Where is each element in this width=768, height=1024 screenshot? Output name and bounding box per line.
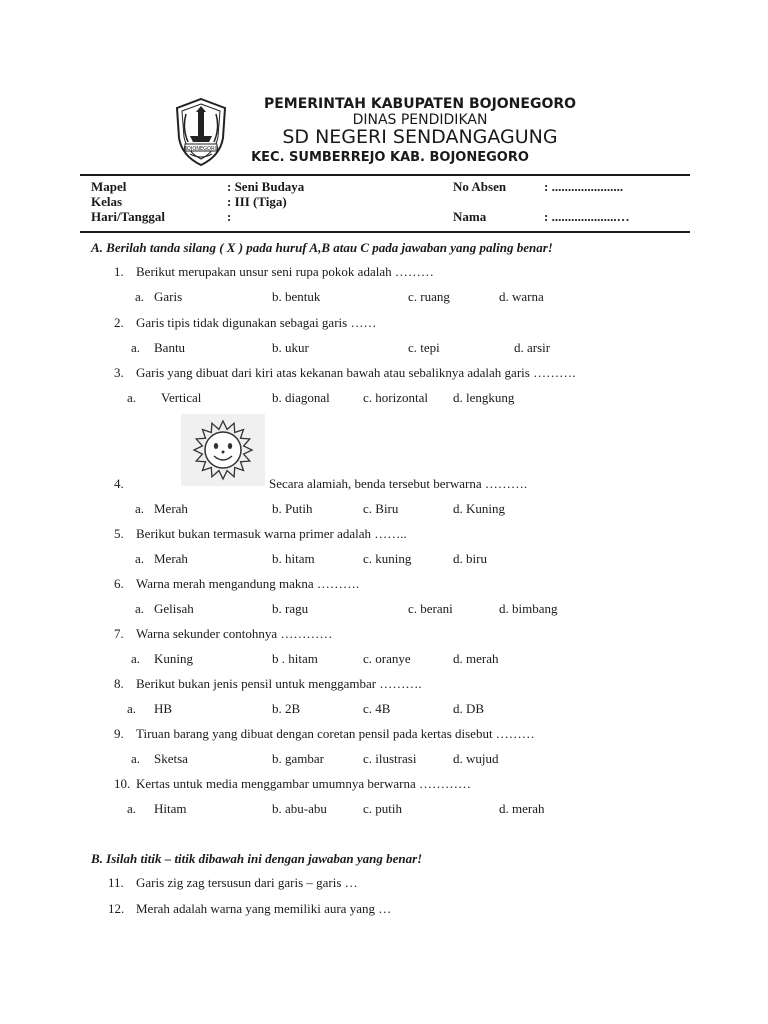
question-number: 8. <box>114 676 124 691</box>
section-a-title: A. Berilah tanda silang ( X ) pada huruf A,B atau C pada jawaban yang paling benar! <box>91 240 553 255</box>
option-c: c. ilustrasi <box>363 751 417 766</box>
option-d: d. biru <box>453 551 487 566</box>
nama-value: : ....................… <box>544 209 630 224</box>
option-a: HB <box>154 701 173 716</box>
question-number: 6. <box>114 576 124 591</box>
question-text: Kertas untuk media menggambar umumnya berwarna ………… <box>136 776 472 791</box>
option-d: d. bimbang <box>499 601 558 616</box>
option-c: c. tepi <box>408 340 440 355</box>
question-text: Berikut merupakan unsur seni rupa pokok adalah ……… <box>136 264 434 279</box>
option-d: d. warna <box>499 289 544 304</box>
option-a-letter: a. <box>135 289 145 304</box>
option-d: d. lengkung <box>453 390 515 405</box>
question-text: Tiruan barang yang dibuat dengan coretan pensil pada kertas disebut ……… <box>136 726 535 741</box>
nama-label: Nama <box>453 209 487 224</box>
question-text: Merah adalah warna yang memiliki aura yang … <box>136 901 392 916</box>
option-a: Merah <box>154 501 188 516</box>
question-number: 4. <box>114 476 124 491</box>
header-school-name: SD NEGERI SENDANGAGUNG <box>282 126 558 148</box>
option-a-letter: a. <box>131 751 141 766</box>
option-a: Bantu <box>154 340 186 355</box>
option-a: Gelisah <box>154 601 194 616</box>
question-text: Berikut bukan jenis pensil untuk menggambar ………. <box>136 676 422 691</box>
option-d: d. merah <box>453 651 499 666</box>
question-text: Secara alamiah, benda tersebut berwarna ………. <box>269 476 528 491</box>
question-text: Garis tipis tidak digunakan sebagai garis …… <box>136 315 377 330</box>
option-a: Sketsa <box>154 751 188 766</box>
question-number: 5. <box>114 526 124 541</box>
absen-label: No Absen <box>453 179 507 194</box>
option-a-letter: a. <box>127 801 137 816</box>
option-a-letter: a. <box>135 601 145 616</box>
tanggal-value: : <box>227 209 232 224</box>
question-text: Warna merah mengandung makna ………. <box>136 576 360 591</box>
option-b: b. Putih <box>272 501 313 516</box>
option-b: b. hitam <box>272 551 315 566</box>
option-b: b. gambar <box>272 751 324 766</box>
option-a-letter: a. <box>131 340 141 355</box>
option-c: c. ruang <box>408 289 450 304</box>
option-c: c. oranye <box>363 651 411 666</box>
option-b: b. bentuk <box>272 289 321 304</box>
kelas-value: : III (Tiga) <box>227 194 287 209</box>
option-a-letter: a. <box>127 701 137 716</box>
option-b: b. ukur <box>272 340 309 355</box>
question-text: Warna sekunder contohnya ………… <box>136 626 333 641</box>
question-text: Garis zig zag tersusun dari garis – garis … <box>136 875 358 890</box>
kelas-label: Kelas <box>91 194 123 209</box>
mapel-value: : Seni Budaya <box>227 179 305 194</box>
option-d: d. wujud <box>453 751 499 766</box>
emblem-label: BOJONEGORO <box>183 146 219 152</box>
header-divider <box>80 174 690 176</box>
option-c: c. Biru <box>363 501 399 516</box>
option-a-letter: a. <box>135 551 145 566</box>
header-line-government: PEMERINTAH KABUPATEN BOJONEGORO <box>263 96 577 112</box>
info-divider <box>80 231 690 233</box>
sun-picture <box>181 414 265 486</box>
option-a: Kuning <box>154 651 193 666</box>
option-d: d. DB <box>453 701 485 716</box>
option-a-letter: a. <box>131 651 141 666</box>
question-number: 3. <box>114 365 124 380</box>
option-b: b. ragu <box>272 601 309 616</box>
option-a: Vertical <box>161 390 202 405</box>
section-b-title: B. Isilah titik – titik dibawah ini dengan jawaban yang benar! <box>91 851 423 866</box>
question-number: 11. <box>108 875 124 890</box>
option-a: Merah <box>154 551 188 566</box>
question-number: 2. <box>114 315 124 330</box>
tanggal-label: Hari/Tanggal <box>91 209 165 224</box>
option-a: Hitam <box>154 801 187 816</box>
question-number: 9. <box>114 726 124 741</box>
mapel-label: Mapel <box>91 179 127 194</box>
option-b: b. abu-abu <box>272 801 327 816</box>
option-c: c. kuning <box>363 551 412 566</box>
option-a-letter: a. <box>135 501 145 516</box>
option-d: d. Kuning <box>453 501 505 516</box>
option-b: b. 2B <box>272 701 301 716</box>
option-d: d. arsir <box>514 340 551 355</box>
question-text: Garis yang dibuat dari kiri atas kekanan bawah atau sebaliknya adalah garis ………. <box>136 365 576 380</box>
option-c: c. 4B <box>363 701 391 716</box>
absen-value: : ...................... <box>544 179 624 194</box>
option-c: c. horizontal <box>363 390 428 405</box>
question-text: Berikut bukan termasuk warna primer adalah …….. <box>136 526 407 541</box>
question-number: 10. <box>114 776 131 791</box>
question-number: 1. <box>114 264 124 279</box>
header-line-department: DINAS PENDIDIKAN <box>352 112 488 128</box>
question-number: 7. <box>114 626 124 641</box>
option-c: c. berani <box>408 601 453 616</box>
option-b: b. diagonal <box>272 390 330 405</box>
option-b: b . hitam <box>272 651 318 666</box>
header-line-address: KEC. SUMBERREJO KAB. BOJONEGORO <box>251 150 529 165</box>
question-number: 12. <box>108 901 125 916</box>
option-a: Garis <box>154 289 183 304</box>
option-a-letter: a. <box>127 390 137 405</box>
sun-icon <box>181 414 265 486</box>
option-d: d. merah <box>499 801 545 816</box>
option-c: c. putih <box>363 801 402 816</box>
